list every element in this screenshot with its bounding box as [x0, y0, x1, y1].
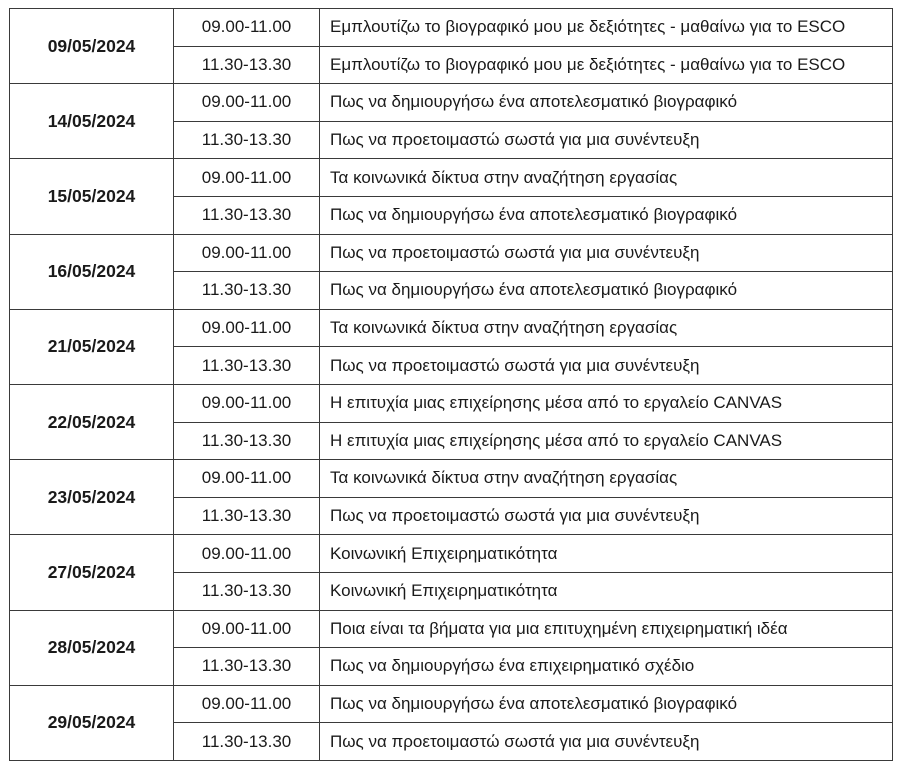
- date-cell: 22/05/2024: [10, 384, 174, 459]
- table-row: [10, 84, 893, 122]
- topic-cell: Πως να δημιουργήσω ένα αποτελεσματικό βιογραφικό: [320, 196, 893, 234]
- topic-cell: Τα κοινωνικά δίκτυα στην αναζήτηση εργασίας: [320, 309, 893, 347]
- time-cell: 11.30-13.30: [174, 272, 320, 310]
- topic-cell: Πως να προετοιμαστώ σωστά για μια συνέντευξη: [320, 234, 893, 272]
- topic-cell: Εμπλουτίζω το βιογραφικό μου με δεξιότητες - μαθαίνω για το ESCO: [320, 46, 893, 84]
- time-cell: 11.30-13.30: [174, 46, 320, 84]
- time-cell: 11.30-13.30: [174, 723, 320, 761]
- table-row: [10, 159, 893, 197]
- date-cell: 15/05/2024: [10, 159, 174, 234]
- date-cell: 23/05/2024: [10, 460, 174, 535]
- topic-cell: Πως να δημιουργήσω ένα επιχειρηματικό σχέδιο: [320, 648, 893, 686]
- topic-cell: Πως να προετοιμαστώ σωστά για μια συνέντευξη: [320, 121, 893, 159]
- time-cell: 11.30-13.30: [174, 497, 320, 535]
- topic-cell: Πως να δημιουργήσω ένα αποτελεσματικό βιογραφικό: [320, 272, 893, 310]
- schedule-table: [9, 8, 893, 761]
- time-cell: 11.30-13.30: [174, 422, 320, 460]
- table-row: [10, 685, 893, 723]
- topic-cell: Πως να προετοιμαστώ σωστά για μια συνέντευξη: [320, 497, 893, 535]
- date-cell: 27/05/2024: [10, 535, 174, 610]
- date-cell: 29/05/2024: [10, 685, 174, 760]
- time-cell: 11.30-13.30: [174, 347, 320, 385]
- time-cell: 09.00-11.00: [174, 610, 320, 648]
- table-row: [10, 234, 893, 272]
- topic-cell: Η επιτυχία μιας επιχείρησης μέσα από το εργαλείο CANVAS: [320, 422, 893, 460]
- topic-cell: Τα κοινωνικά δίκτυα στην αναζήτηση εργασίας: [320, 159, 893, 197]
- table-row: [10, 384, 893, 422]
- time-cell: 11.30-13.30: [174, 572, 320, 610]
- topic-cell: Πως να προετοιμαστώ σωστά για μια συνέντευξη: [320, 347, 893, 385]
- time-cell: 09.00-11.00: [174, 234, 320, 272]
- time-cell: 09.00-11.00: [174, 84, 320, 122]
- table-row: [10, 460, 893, 498]
- date-cell: 28/05/2024: [10, 610, 174, 685]
- time-cell: 09.00-11.00: [174, 159, 320, 197]
- topic-cell: Κοινωνική Επιχειρηματικότητα: [320, 572, 893, 610]
- date-cell: 16/05/2024: [10, 234, 174, 309]
- time-cell: 11.30-13.30: [174, 121, 320, 159]
- topic-cell: Ποια είναι τα βήματα για μια επιτυχημένη επιχειρηματική ιδέα: [320, 610, 893, 648]
- topic-cell: Εμπλουτίζω το βιογραφικό μου με δεξιότητες - μαθαίνω για το ESCO: [320, 9, 893, 47]
- date-cell: 14/05/2024: [10, 84, 174, 159]
- table-row: [10, 535, 893, 573]
- topic-cell: Πως να δημιουργήσω ένα αποτελεσματικό βιογραφικό: [320, 84, 893, 122]
- time-cell: 09.00-11.00: [174, 9, 320, 47]
- topic-cell: Πως να προετοιμαστώ σωστά για μια συνέντευξη: [320, 723, 893, 761]
- time-cell: 11.30-13.30: [174, 648, 320, 686]
- topic-cell: Η επιτυχία μιας επιχείρησης μέσα από το εργαλείο CANVAS: [320, 384, 893, 422]
- date-cell: 21/05/2024: [10, 309, 174, 384]
- time-cell: 09.00-11.00: [174, 460, 320, 498]
- time-cell: 09.00-11.00: [174, 685, 320, 723]
- table-row: [10, 9, 893, 47]
- date-cell: 09/05/2024: [10, 9, 174, 84]
- table-row: [10, 309, 893, 347]
- time-cell: 11.30-13.30: [174, 196, 320, 234]
- topic-cell: Κοινωνική Επιχειρηματικότητα: [320, 535, 893, 573]
- time-cell: 09.00-11.00: [174, 535, 320, 573]
- time-cell: 09.00-11.00: [174, 309, 320, 347]
- topic-cell: Πως να δημιουργήσω ένα αποτελεσματικό βιογραφικό: [320, 685, 893, 723]
- time-cell: 09.00-11.00: [174, 384, 320, 422]
- topic-cell: Τα κοινωνικά δίκτυα στην αναζήτηση εργασίας: [320, 460, 893, 498]
- table-row: [10, 610, 893, 648]
